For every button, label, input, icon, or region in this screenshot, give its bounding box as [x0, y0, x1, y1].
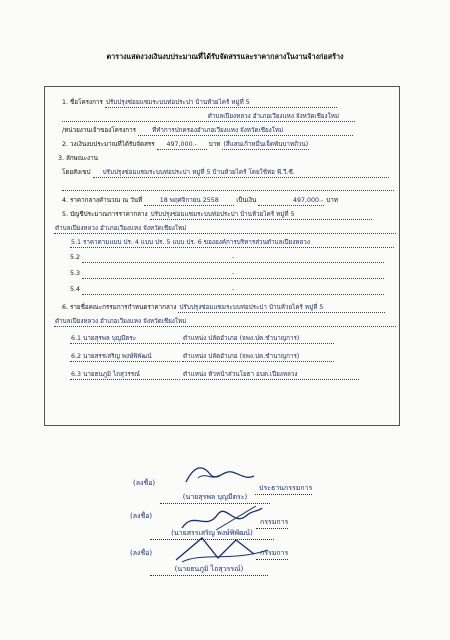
item-5-2-value: - [82, 254, 384, 263]
item-5-3-row [70, 270, 384, 279]
item-1-value-2: ตำบลเปียงหลวง อำเภอเวียงแหง จังหวัดเชียงใหม่ [62, 113, 355, 122]
signature-2-name: (นายสรรเสริญ พงษ์พิพัฒน์) [150, 528, 274, 540]
item-6-3-position: ตำแหน่ง หัวหน้าส่วนโยธา อบต.เปียงหลวง [182, 371, 359, 380]
item-5-4-label: 5.4 [70, 286, 81, 293]
item-5-2-row [70, 254, 384, 263]
item-6-1-name: 6.1 นายสุรพล บุญมีตระ [70, 335, 180, 344]
item-1-agency-label: /หน่วยงานเจ้าของโครงการ [62, 127, 137, 134]
item-4-unit: บาท [326, 197, 338, 204]
signature-1-role: ประธานกรรมการ [255, 483, 312, 495]
item-6-3-name: 6.3 นายธนภูมิ ไถสุวรรณ์ [70, 371, 180, 380]
item-6-2-name: 6.2 นายสรรเสริญ พงษ์พิพัฒน์ [70, 353, 180, 362]
item-3-prefix: โดยสังเขป [62, 169, 91, 176]
item-4-row [62, 197, 338, 206]
item-1-agency-row [62, 127, 353, 136]
item-6-value: ปรับปรุงซ่อมแซมระบบท่อประปา บ้านห้วยไคร้ หมู่ที่ 5 [178, 304, 385, 313]
signature-1-label: (ลงชื่อ) [133, 479, 156, 487]
item-3-blank-row [62, 183, 394, 194]
item-1-agency-value: ที่ทำการปกครองอำเภอเวียงแหง จังหวัดเชียงใหม่ [138, 127, 353, 136]
item-5-4-row [70, 286, 384, 295]
item-5-label: 5. บัญชีประมาณการราคากลาง [62, 211, 148, 218]
item-6-2-position: ตำแหน่ง ปลัดอำเภอ (จพง.ปค.ชำนาญการ) [182, 353, 334, 362]
item-5-2-label: 5.2 [70, 254, 81, 261]
item-4-amount: 497,000.- [258, 197, 324, 206]
item-4-amount-label: เป็นเงิน [236, 197, 257, 204]
item-2-row [62, 141, 309, 150]
signature-1-name: (นายสุรพล บุญมีตระ) [160, 492, 270, 504]
item-2-label: 2. วงเงินงบประมาณที่ได้รับจัดสรร [62, 141, 155, 148]
item-5-row [62, 211, 372, 220]
item-6-row [62, 304, 385, 313]
item-1-row [62, 99, 337, 108]
item-6-2-row [70, 353, 334, 362]
item-5-1-row [70, 239, 394, 248]
item-3-desc-row [62, 169, 389, 178]
item-5-row-2 [54, 225, 396, 234]
signature-2-label: (ลงชื่อ) [130, 512, 153, 520]
item-5-3-label: 5.3 [70, 270, 81, 277]
item-4-label: 4. ราคากลางคำนวณ ณ วันที่ [62, 197, 143, 204]
item-4-date: 18 พฤศจิกายน 2558 [144, 197, 234, 206]
item-5-4-value: - [82, 286, 384, 295]
item-2-value: 497,000.- [157, 141, 207, 150]
signature-1-scribble-icon [180, 462, 260, 488]
signature-3-name: (นายธนภูมิ ไถสุวรรณ์) [150, 564, 268, 576]
item-1-label: 1. ชื่อโครงการ [62, 99, 103, 106]
item-3-value: ปรับปรุงซ่อมแซมระบบท่อประปา หมู่ที่ 5 บ้านห้วยไคร้ โดยใช้ท่อ พี.วี.ซี. [93, 169, 389, 178]
signature-2-role: กรรมการ [256, 517, 288, 529]
item-1-value: ปรับปรุงซ่อมแซมระบบท่อประปา บ้านห้วยไคร้ หมู่ที่ 5 [105, 99, 337, 108]
item-6-1-position: ตำแหน่ง ปลัดอำเภอ (จพง.ปค.ชำนาญการ) [182, 335, 334, 344]
item-5-1: 5.1 ราคาตามแบบ ปร. 4 แบบ ปร. 5 แบบ ปร. 6 ขององค์การบริหารส่วนตำบลเปียงหลวง [70, 239, 394, 248]
item-3-label: 3. ลักษณะงาน [58, 155, 98, 162]
signature-3-role: กรรมการ [256, 548, 288, 560]
item-5-value: ปรับปรุงซ่อมแซมระบบท่อประปา บ้านห้วยไคร้ หมู่ที่ 5 [150, 211, 372, 220]
item-6-label: 6. รายชื่อคณะกรรมการกำหนดราคากลาง [62, 304, 177, 311]
item-6-3-row [70, 371, 359, 380]
item-6-row-2 [54, 318, 396, 327]
document-title: ตารางแสดงวงเงินงบประมาณที่ได้รับจัดสรรและราคากลางในงานจ้างก่อสร้าง [106, 52, 344, 61]
item-2-unit: บาท [208, 141, 221, 148]
item-5-3-value: - [82, 270, 384, 279]
item-1-row-2 [62, 113, 355, 122]
item-6-value-2: ตำบลเปียงหลวง อำเภอเวียงแหง จังหวัดเชียงใหม่ [54, 318, 396, 327]
item-3-blank-line [62, 183, 394, 191]
signature-3-label: (ลงชื่อ) [130, 549, 153, 557]
item-6-1-row [70, 335, 334, 344]
item-2-words: (สี่แสนเก้าหมื่นเจ็ดพันบาทถ้วน) [223, 141, 309, 148]
item-3-row [58, 155, 98, 163]
item-5-value-2: ตำบลเปียงหลวง อำเภอเวียงแหง จังหวัดเชียงใหม่ [54, 225, 396, 234]
